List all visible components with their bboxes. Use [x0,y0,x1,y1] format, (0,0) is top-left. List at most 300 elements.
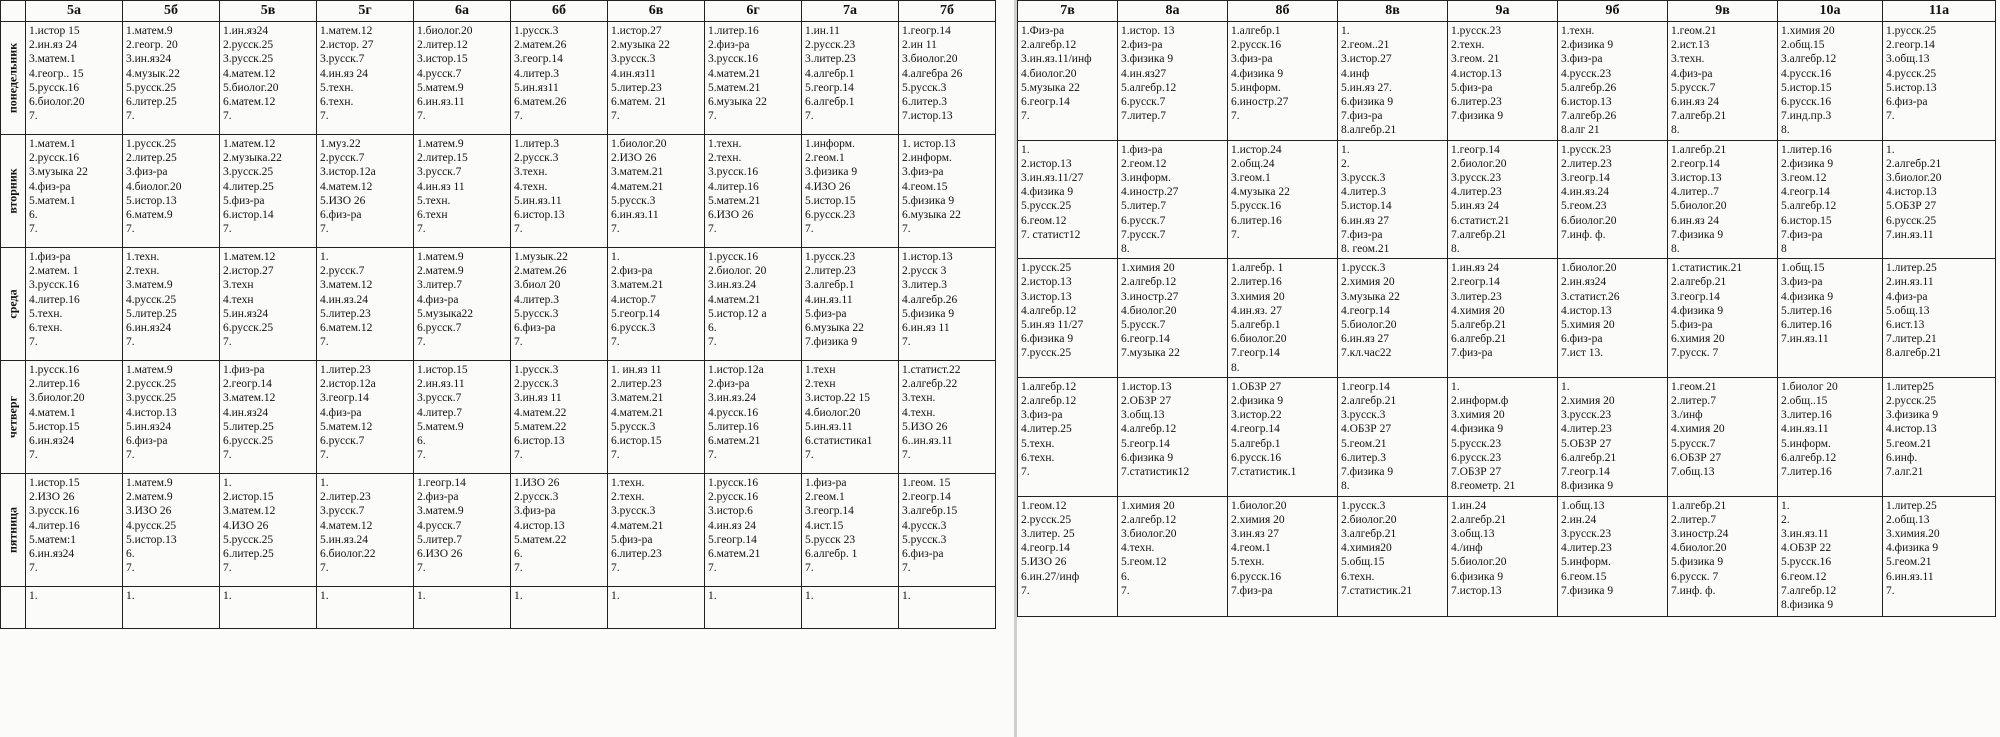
lesson-line: 6.биолог.22 [320,548,376,561]
timetable-cell [414,361,511,474]
timetable-cell [220,135,317,248]
lesson-line: 1. ин.яз 11 [611,364,662,376]
lesson-line: 7.физ-ра [1231,584,1273,597]
lesson-line: 6.русск.25 [1886,214,1937,227]
lesson-line: 1.геогр.14 [417,477,466,489]
lesson-line: 4.матем.21 [611,406,664,419]
lesson-line: 2.физ-ра [611,265,653,278]
lesson-line: 4.геом.1 [1231,542,1271,555]
lesson-line: 3.истор.27 [1341,53,1392,66]
day-label [1,22,26,135]
lesson-line: 3.иностр.27 [1121,290,1179,303]
lesson-line: 5.музыка22 [417,307,473,320]
lesson-line: 3.физ-ра [1231,53,1273,66]
lesson-line: 2.матем.26 [514,39,567,52]
lesson-line: 1.истор.13 [902,251,953,263]
lesson-line: 7.физика 9 [1671,228,1724,241]
lesson-line: 4.литер.3 [1341,186,1387,199]
lesson-line: 6. [126,548,135,561]
lesson-line: 1.истор.27 [611,25,662,37]
lesson-line: 2.русск.25 [1886,395,1937,408]
lesson-line: 4.геогр.14 [1341,304,1390,317]
lesson-line: 1.биолог.20 [1231,499,1287,512]
lesson-line: 6.физика 9 [1121,451,1174,464]
lesson-line: 4.литер.25 [1021,423,1072,436]
timetable-cell [317,587,414,629]
lesson-line: 7. [611,336,620,349]
timetable-cell [414,248,511,361]
timetable-cell [123,135,220,248]
lesson-line: 2.алгебр.12 [1121,513,1177,526]
class-header: 5в [220,1,317,22]
timetable-cell [1668,22,1778,141]
lesson-line: 7. [417,336,426,349]
lesson-line: 3.ин.яз 27 [1231,527,1280,540]
timetable-cell [1558,140,1668,259]
lesson-line: 2.литер.7 [1671,395,1717,408]
lesson-line: 2.русск.3 [514,378,559,391]
lesson-line: 8. [1671,124,1680,137]
lesson-line: 3.русск.25 [223,53,274,66]
timetable-cell [511,474,608,587]
lesson-line: 6.русск. 7 [1671,570,1719,583]
lesson-line: 7. [611,223,620,236]
header-row [1018,1,1996,22]
lesson-line: 3.ин.яз.11/27 [1021,172,1084,185]
lesson-line: 3.алгебр.12 [1781,53,1837,66]
timetable-cell [414,474,511,587]
lesson-line: 8.алг 21 [1561,124,1600,137]
lesson-line: 7. [320,110,329,123]
lesson-line: 5.русск 23 [805,533,856,546]
lesson-line: 7. [514,223,523,236]
lesson-line: 5.физ-ра [1451,81,1493,94]
lesson-line: 2.литер.25 [126,152,177,165]
lesson-line: 1. [29,590,38,602]
lesson-line: 1.алгебр.1 [1231,25,1281,37]
timetable-cell [511,587,608,629]
class-header: 6а [414,1,511,22]
lesson-line: 4.ИЗО 26 [805,180,851,193]
lesson-line: 1. [417,590,426,602]
corner-cell [1,1,26,22]
lesson-line: 6.геогр.14 [1021,96,1070,109]
lesson-line: 4.иностр.27 [1121,186,1179,199]
timetable-cell [123,361,220,474]
lesson-line: 7.ин.яз.11 [1886,228,1934,241]
class-header: 7б [899,1,996,22]
lesson-line: 1.геом.21 [1671,380,1717,393]
lesson-line: 1.ОБЗР 27 [1231,380,1282,393]
lesson-line: 6.алгебр.12 [1781,451,1837,464]
timetable-cell [1118,496,1228,616]
lesson-line: 7. [805,562,814,575]
lesson-line: 8. [1231,361,1240,374]
lesson-line: 6. [1121,570,1130,583]
lesson-line: 5.алгебр.26 [1561,81,1617,94]
timetable-cell [317,361,414,474]
lesson-line: 3.техн [223,279,254,292]
lesson-line: 4.физ-ра [29,180,71,193]
lesson-line: 4.геогр.14 [1021,542,1070,555]
timetable-cell [705,361,802,474]
lesson-line: 6.ИЗО 26 [708,209,754,222]
timetable-cell [1448,377,1558,496]
lesson-line: 4.матем.21 [708,293,761,306]
lesson-line: 7. [29,336,38,349]
lesson-line: 5.русск.7 [1121,319,1166,332]
lesson-line: 5.русск.7 [1671,81,1716,94]
lesson-line: 3.биолог.20 [29,392,85,405]
timetable-cell [1018,496,1118,616]
class-header: 8в [1338,1,1448,22]
lesson-line: 1.русск.23 [805,251,856,263]
lesson-line: 4.литер.16 [708,180,759,193]
timetable-cell [1778,377,1883,496]
lesson-line: 5.истор.15 [1781,81,1832,94]
lesson-line: 2. [1341,157,1350,170]
lesson-line: 2.техн. [708,152,742,165]
timetable-cell [899,248,996,361]
lesson-line: 7. [29,223,38,236]
lesson-line: 1.русск.23 [1561,143,1612,156]
lesson-line: 1.русск.16 [29,364,80,376]
timetable-cell [220,587,317,629]
timetable-cell [802,474,899,587]
lesson-line: 7.кл.час22 [1341,347,1392,360]
lesson-line: 3.литер.23 [805,53,856,66]
lesson-line: 5.ИЗО 26 [902,420,948,433]
lesson-line: 1.матем.12 [223,138,276,150]
lesson-line: 2.ист.13 [1671,39,1710,52]
lesson-line: 1.физ-ра [29,251,71,263]
lesson-line: 2.литер.15 [417,152,468,165]
day-label-text: пятница [5,506,20,554]
lesson-line: 7. [708,562,717,575]
lesson-line: 2.музыка.22 [223,152,282,165]
lesson-line: 1.техн [805,364,836,376]
lesson-line: 2. [1781,513,1790,526]
lesson-line: 2.геогр.14 [1671,157,1720,170]
lesson-line: 7.геогр.14 [1561,466,1610,479]
lesson-line: 2.физика 9 [1781,157,1834,170]
lesson-line: 5.физика 9 [1671,556,1724,569]
lesson-line: 1.истор.15 [29,477,80,489]
lesson-line: 7. [805,223,814,236]
class-header: 6в [608,1,705,22]
lesson-line: 2.ОБЗР 27 [1121,395,1172,408]
lesson-line: 1.ин.яз24 [223,25,269,37]
lesson-line: 5.матем.21 [708,81,761,94]
lesson-line: 7.алгебр.21 [1671,110,1727,123]
lesson-line: 4.русск.7 [417,67,462,80]
lesson-line: 4.русск.25 [1886,67,1937,80]
lesson-line: 6.матем. 21 [611,96,667,109]
lesson-line: 4.алгебр.12 [1121,423,1177,436]
lesson-line: 2.русск.16 [29,152,80,165]
lesson-line: 5.матем.9 [417,81,464,94]
lesson-line: 6.русск.7 [1121,96,1166,109]
lesson-line: 1.музык.22 [514,251,568,263]
lesson-line: 2.матем.26 [514,265,567,278]
lesson-line: 5.геом.12 [1121,556,1167,569]
lesson-line: 3.русск.3 [1341,409,1386,422]
lesson-line: 6.матем.12 [320,322,373,335]
lesson-line: 4.физика 9 [1886,542,1939,555]
lesson-line: 4.ин.яз27 [1121,67,1167,80]
lesson-line: 6.матем.21 [708,548,761,561]
lesson-line: 5.геогр.14 [611,307,660,320]
lesson-line: 5.литер.23 [611,81,662,94]
timetable-cell [1448,140,1558,259]
lesson-line: 6.физ-ра [902,548,944,561]
lesson-line: 4.литер.25 [223,180,274,193]
lesson-line: 3.русск.16 [708,53,759,66]
lesson-line: 1.алгебр. 1 [1231,262,1284,275]
lesson-line: 3.русск.25 [126,392,177,405]
lesson-line: 6.русск.25 [223,322,274,335]
lesson-line: 2.ин.яз 24 [29,39,78,52]
lesson-line: 4.русск.3 [902,519,947,532]
lesson-line: 5.русск.3 [611,194,656,207]
lesson-line: 1. [320,251,329,263]
lesson-line: 1.статист.22 [902,364,961,376]
lesson-line: 1. [320,477,329,489]
lesson-line: 4.алгебр.1 [805,67,855,80]
timetable-cell [1228,377,1338,496]
lesson-line: 5.истор.12 а [708,307,767,320]
lesson-line: 1.русск.25 [1886,25,1937,37]
lesson-line: 5.физика 9 [902,194,955,207]
timetable-cell [1338,22,1448,141]
lesson-line: 4.русск.25 [126,293,177,306]
lesson-line: 5.литер.23 [320,307,371,320]
lesson-line: 2.русск.3 [514,152,559,165]
lesson-line: 1.русск.23 [1451,25,1502,37]
lesson-line: 4.алгебр.26 [902,293,958,306]
lesson-line: 6.истор.15 [1781,214,1832,227]
lesson-line: 4.истор.13 [1451,67,1502,80]
timetable-cell [1883,140,1996,259]
lesson-line: 1.геогр.14 [1451,143,1500,156]
lesson-line: 3.физика 9 [1121,53,1174,66]
lesson-line: 4.матем.12 [320,180,373,193]
lesson-line: 6.техн. [1341,570,1375,583]
lesson-line: 6.русск.7 [417,322,462,335]
lesson-line: 6.геогр.14 [1121,333,1170,346]
timetable-cell [1778,259,1883,378]
lesson-line: 7.литер.7 [1121,110,1167,123]
timetable-cell [220,22,317,135]
lesson-line: 7. [29,562,38,575]
lesson-line: 4.литер.23 [1561,423,1612,436]
timetable-cell [26,587,123,629]
day-row [1018,140,1996,259]
lesson-line: 7. [320,336,329,349]
lesson-line: 6.статист.21 [1451,214,1510,227]
lesson-line: 2.химия 20 [1341,276,1395,289]
lesson-line: 7. [1021,110,1030,123]
lesson-line: 7.алгебр.26 [1561,110,1617,123]
lesson-line: 1. [1781,499,1790,512]
lesson-line: 2.геогр.14 [1451,276,1500,289]
lesson-line: 3.химия 20 [1451,409,1505,422]
lesson-line: 1. [902,590,911,602]
lesson-line: 1.общ.13 [1561,499,1605,512]
lesson-line: 3.физика 9 [1886,409,1939,422]
lesson-line: 3.русск.25 [223,166,274,179]
lesson-line: 3.алгебр.1 [805,279,855,292]
lesson-line: 3.физ-ра [514,505,556,518]
lesson-line: 4.истор.7 [611,293,656,306]
lesson-line: 6.истор.14 [223,209,274,222]
lesson-line: 7.физика 9 [1341,466,1394,479]
lesson-line: 3.истор.12а [320,166,376,179]
day-row [1,361,996,474]
lesson-line: 6.ин.яз.11 [1886,570,1934,583]
lesson-line: 7. [1121,584,1130,597]
lesson-line: 2.русск.7 [320,265,365,278]
lesson-line: 5.алгебр.12 [1121,81,1177,94]
lesson-line: 3.ин.яз.11/инф [1021,53,1092,66]
lesson-line: 2.матем.9 [417,265,464,278]
lesson-line: 2.геом..21 [1341,39,1390,52]
lesson-line: 1.техн. [1561,25,1595,37]
lesson-line: 3.ин.яз.11 [1781,527,1829,540]
lesson-line: 7. [902,336,911,349]
lesson-line: 5.геом.21 [1886,437,1932,450]
lesson-line: 6. [417,435,426,448]
lesson-line: 7. [126,110,135,123]
lesson-line: 2.ин 11 [902,39,937,52]
timetable-cell [414,587,511,629]
day-row [1,474,996,587]
lesson-line: 4.литер.23 [1561,542,1612,555]
lesson-line: 7. [223,449,232,462]
lesson-line: 4.химия20 [1341,542,1392,555]
lesson-line: 5.русск.16 [29,81,80,94]
lesson-line: 1.геом.21 [1671,25,1717,37]
lesson-line: 7. [902,223,911,236]
lesson-line: 5.русск.23 [1451,437,1502,450]
lesson-line: 5.ин.яз.11 [514,194,562,207]
lesson-line: 6.русск.16 [1781,96,1832,109]
lesson-line: 7. [708,223,717,236]
lesson-line: 3.русск.16 [29,279,80,292]
lesson-line: 1.литер.25 [1886,499,1937,512]
lesson-line: 1.литер.25 [1886,262,1937,275]
lesson-line: 4.физика 9 [1451,423,1504,436]
lesson-line: 1.физ-ра [1121,143,1163,156]
lesson-line: 2.химия 20 [1231,513,1285,526]
lesson-line: 3.биолог.20 [902,53,958,66]
timetable-cell [511,248,608,361]
timetable-cell [317,474,414,587]
lesson-line: 3.физика 9 [805,166,858,179]
lesson-line: 7. [708,336,717,349]
lesson-line: 2.литер.23 [320,491,371,504]
lesson-line: 2.матем.9 [126,491,173,504]
lesson-line: 8. [1121,243,1130,256]
lesson-line: 6..ин.яз.11 [902,435,953,448]
timetable-cell [26,361,123,474]
lesson-line: 5.техн. [320,81,354,94]
lesson-line: 1. истор.13 [902,138,956,150]
lesson-line: 6.литер.25 [126,96,177,109]
lesson-line: 5.русск.25 [223,533,274,546]
timetable-cell [1668,377,1778,496]
lesson-line: 7. [223,562,232,575]
lesson-line: 5.русск.3 [514,307,559,320]
timetable-cell [1118,22,1228,141]
lesson-line: 7.инф. ф. [1561,228,1606,241]
lesson-line: 3.музыка 22 [29,166,88,179]
lesson-line: 5.физ-ра [223,194,265,207]
timetable-cell [26,135,123,248]
lesson-line: 8. геом.21 [1341,243,1390,256]
lesson-line: 1.ИЗО 26 [514,477,560,489]
lesson-line: 7.статистик.1 [1231,466,1297,479]
lesson-line: 3.матем.9 [417,505,464,518]
lesson-line: 5.ин.яз 27. [1341,81,1392,94]
lesson-line: 6.музыка 22 [708,96,767,109]
lesson-line: 3.матем.12 [320,279,373,292]
lesson-line: 5.русск.3 [902,81,947,94]
lesson-line: 5.литер.25 [223,420,274,433]
lesson-line: 5.техн. [417,194,451,207]
lesson-line: 5.русск.16 [1231,200,1282,213]
lesson-line: 3.химия 20 [1231,290,1285,303]
lesson-line: 6.русск.23 [1451,451,1502,464]
lesson-line: 7. [514,110,523,123]
lesson-line: 6. [514,548,523,561]
lesson-line: 6.ин.яз24 [29,435,75,448]
lesson-line: 4.литер.23 [1451,186,1502,199]
lesson-line: 1.русск.16 [708,477,759,489]
lesson-line: 1. [1886,143,1895,156]
lesson-line: 2.геом.1 [805,491,845,504]
lesson-line: 5.литер.25 [126,307,177,320]
lesson-line: 7. [417,223,426,236]
lesson-line: 1.биолог.20 [611,138,667,150]
lesson-line: 2.литер.7 [1671,513,1717,526]
lesson-line: 7. [514,336,523,349]
lesson-line: 1.биолог.20 [417,25,473,37]
timetable-cell [802,135,899,248]
lesson-line: 1.матем.9 [126,364,173,376]
class-header: 7а [802,1,899,22]
lesson-line: 6.алгебр.1 [805,96,855,109]
timetable-cell [317,248,414,361]
lesson-line: 1.техн. [126,251,160,263]
lesson-line: 3.матем.21 [611,279,664,292]
lesson-line: 1.русск.25 [126,138,177,150]
timetable-cell [705,587,802,629]
lesson-line: 5.ин.яз.24 [320,533,369,546]
lesson-line: 5.ОБЗР 27 [1561,437,1612,450]
day-label [1,361,26,474]
lesson-line: 5.физика 9 [902,307,955,320]
lesson-line: 1.истор.15 [417,364,468,376]
lesson-line: 7. [805,110,814,123]
timetable-cell [705,248,802,361]
lesson-line: 3.литер.16 [1781,409,1832,422]
lesson-line: 1.истор. 13 [1121,25,1175,37]
lesson-line: 2.алгебр.22 [902,378,958,391]
lesson-line: 3.геогр.14 [1561,172,1610,185]
lesson-line: 3.техн. [1671,53,1705,66]
day-label-text: четверг [5,396,20,438]
